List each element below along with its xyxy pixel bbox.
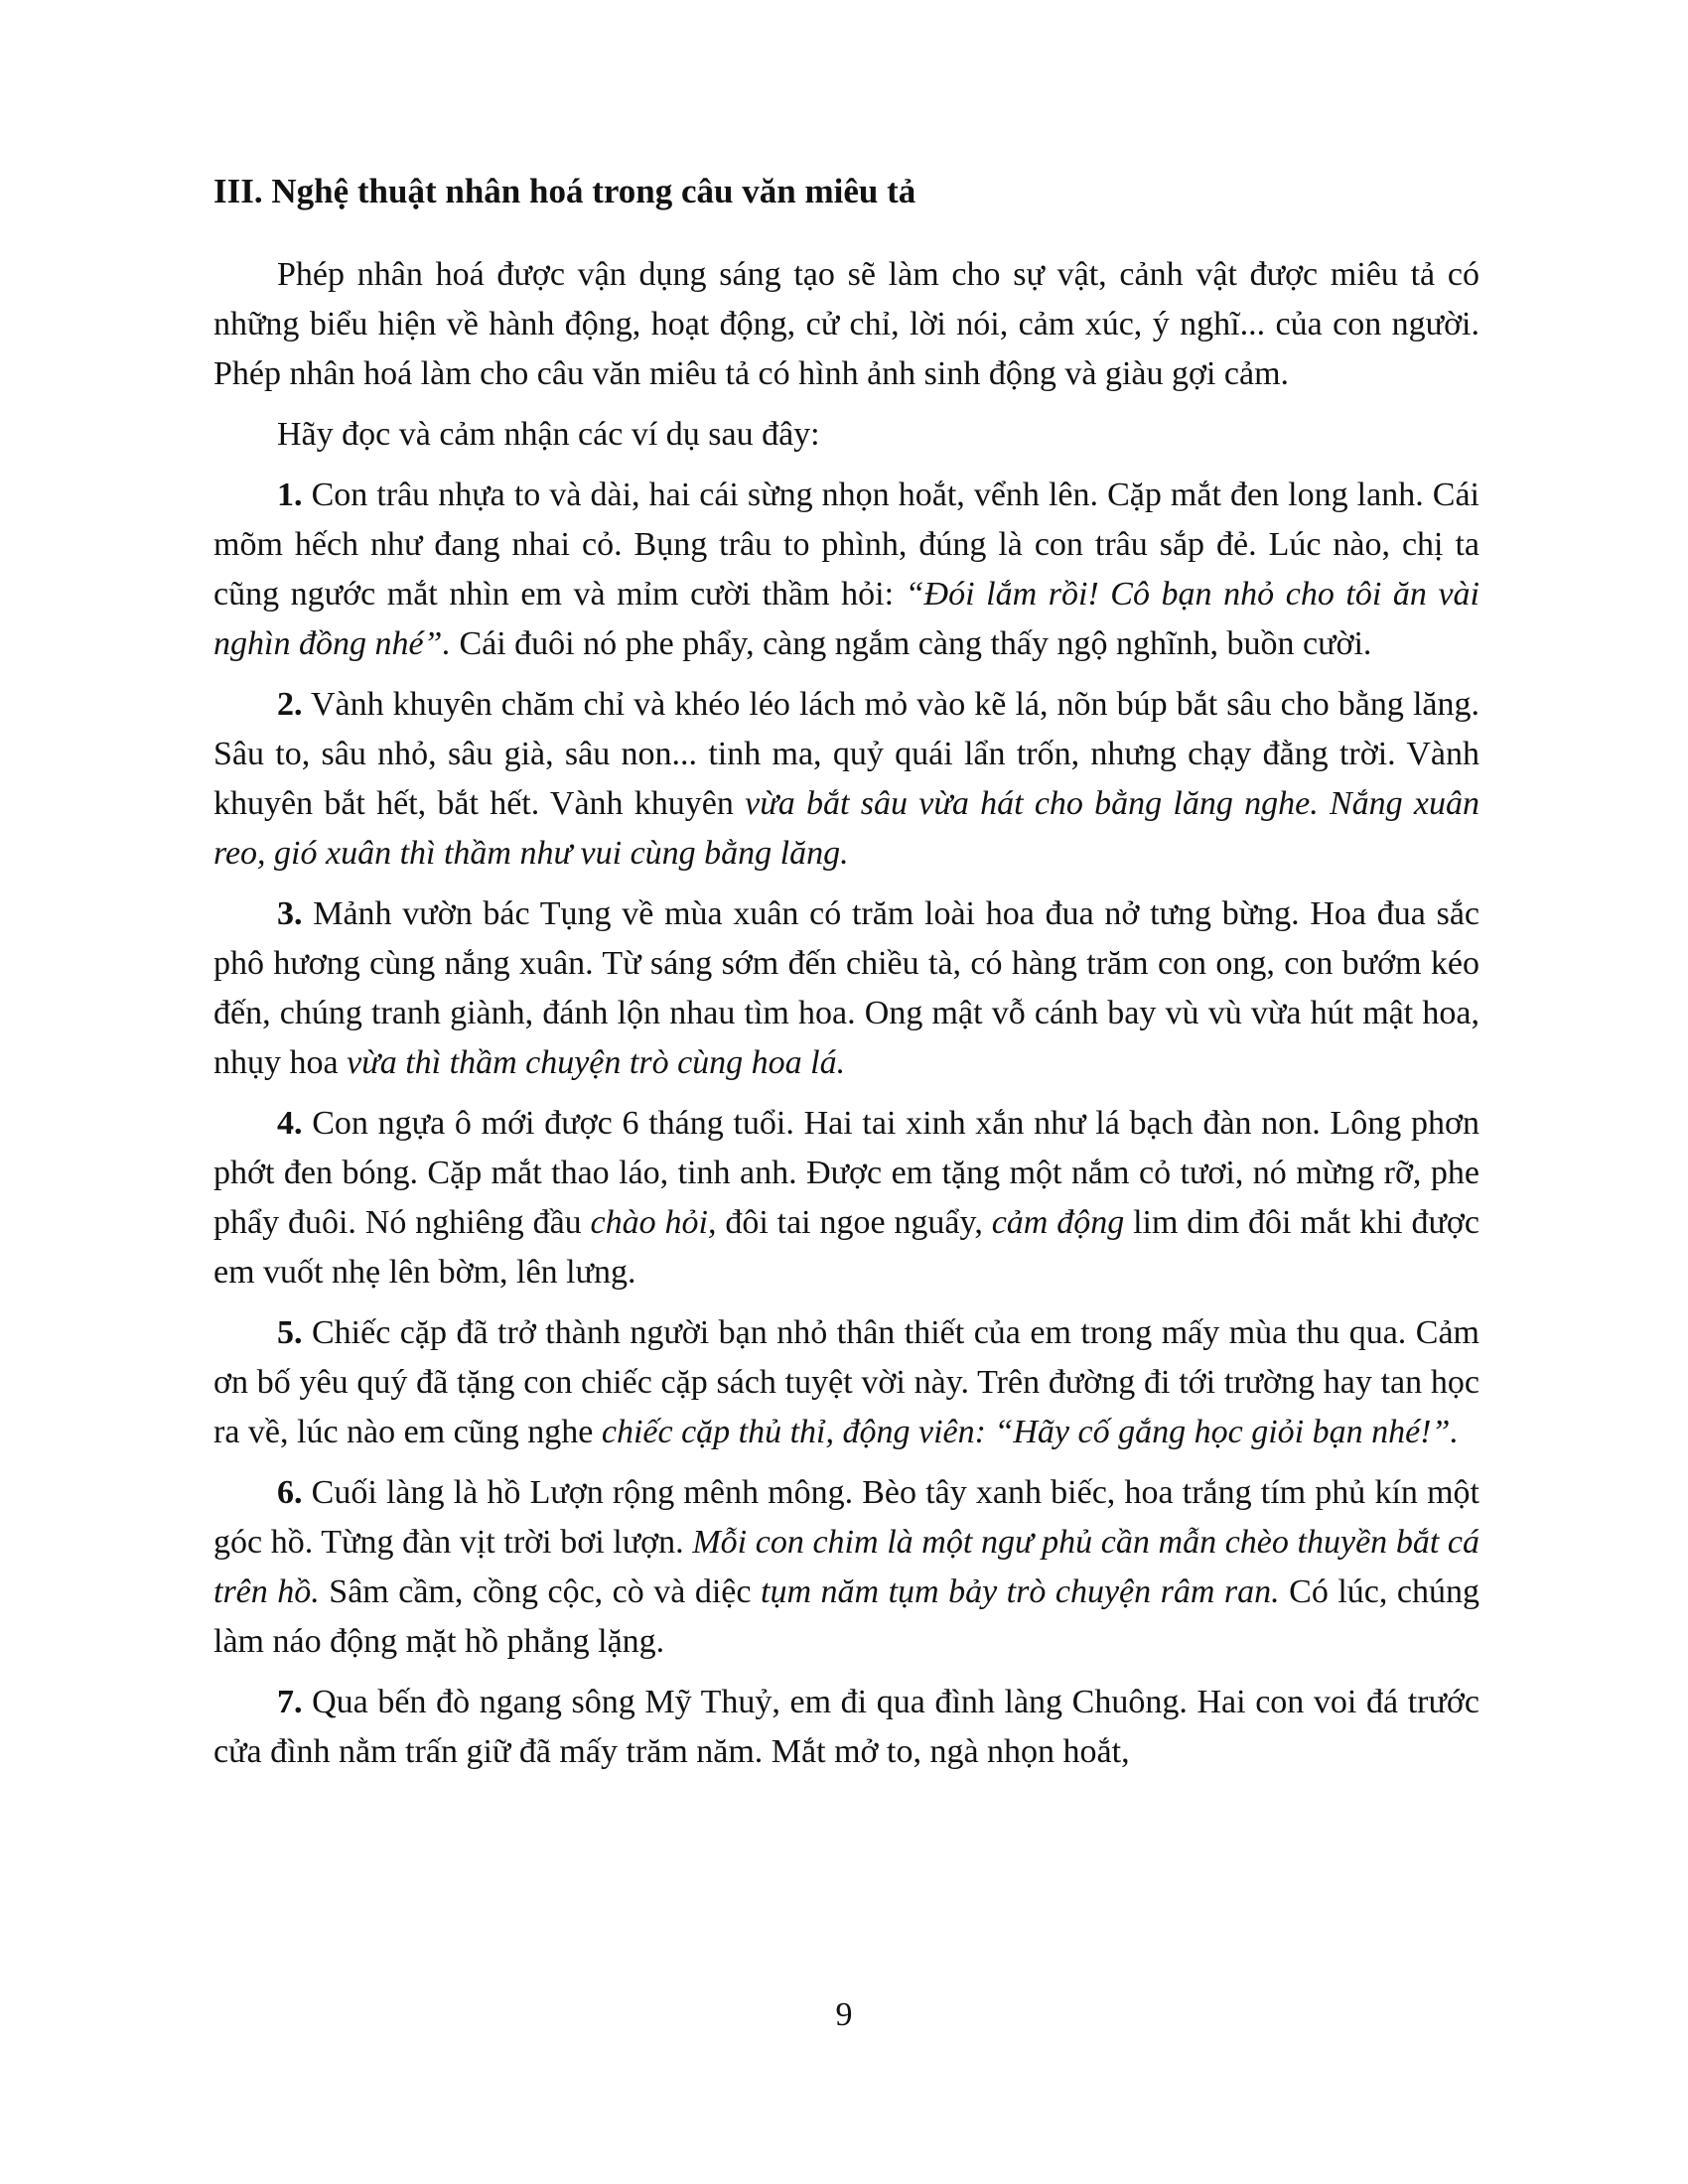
body-text: Có lúc, chúng làm náo động mặt hồ phẳng lặng.: [213, 1573, 1479, 1660]
bold-number: 1.: [277, 477, 303, 513]
italic-text: chiếc cặp thủ thỉ, động viên: “Hãy cố gắng học giỏi bạn nhé!”.: [601, 1414, 1459, 1450]
italic-text: Mỗi con chim là một ngư phủ cần mẫn chèo thuyền bắt cá trên hồ.: [213, 1524, 1479, 1610]
paragraph: [213, 1099, 1479, 1297]
italic-text: vừa bắt sâu vừa hát cho bằng lăng nghe. Nắng xuân reo, gió xuân thì thầm như vui cùng bằng lăng.: [213, 785, 1479, 872]
italic-text: “Đói lắm rồi! Cô bạn nhỏ cho tôi ăn vài nghìn đồng nhé”.: [213, 576, 1479, 662]
paragraph: [213, 680, 1479, 879]
italic-text: chào hỏi,: [590, 1204, 717, 1241]
body-text: Qua bến đò ngang sông Mỹ Thuỷ, em đi qua đình làng Chuông. Hai con voi đá trước cửa đình nằm trấn giữ đã mấy trăm năm. Mắt mở to, ngà nhọn hoắt,: [213, 1684, 1479, 1770]
body-text: Con ngựa ô mới được 6 tháng tuổi. Hai tai xinh xắn như lá bạch đàn non. Lông phơn phớt đen bóng. Cặp mắt thao láo, tinh anh. Được em tặng một nắm cỏ tươi, nó mừng rỡ, phe phẩy đuôi. Nó nghiêng đầu: [213, 1105, 1479, 1241]
body-text: đôi tai ngoe nguẩy,: [716, 1204, 992, 1241]
paragraph: [213, 1308, 1479, 1457]
italic-text: tụm năm tụm bảy trò chuyện râm ran.: [761, 1573, 1280, 1610]
body-text: Sâm cầm, cồng cộc, cò và diệc: [319, 1573, 761, 1610]
bold-number: 3.: [277, 895, 303, 932]
bold-number: 4.: [277, 1105, 303, 1142]
body-text: Cuối làng là hồ Lượn rộng mênh mông. Bèo tây xanh biếc, hoa trắng tím phủ kín một góc hồ. Từng đàn vịt trời bơi lượn.: [213, 1474, 1479, 1561]
body-text: Con trâu nhựa to và dài, hai cái sừng nhọn hoắt, vểnh lên. Cặp mắt đen long lanh. Cái mõm hếch như đang nhai cỏ. Bụng trâu to phình, đúng là con trâu sắp đẻ. Lúc nào, chị ta cũng ngước mắt nhìn em và mỉm cười thầm hỏi:: [213, 477, 1479, 613]
body-text: Vành khuyên chăm chỉ và khéo léo lách mỏ vào kẽ lá, nõn búp bắt sâu cho bằng lăng. Sâu to, sâu nhỏ, sâu già, sâu non... tinh ma, quỷ quái lẩn trốn, nhưng chạy đằng trời. Vành khuyên bắt hết, bắt hết. Vành khuyên: [213, 686, 1479, 822]
bold-number: 5.: [277, 1314, 303, 1351]
paragraph: [213, 410, 1479, 460]
section-heading: III. Nghệ thuật nhân hoá trong câu văn miêu tả: [213, 172, 916, 210]
body-text: lim dim đôi mắt khi được em vuốt nhẹ lên bờm, lên lưng.: [213, 1204, 1479, 1291]
page-number: 9: [835, 1996, 853, 2033]
paragraph: [213, 471, 1479, 669]
paragraph: [213, 1678, 1479, 1777]
body-text: Mảnh vườn bác Tụng về mùa xuân có trăm loài hoa đua nở tưng bừng. Hoa đua sắc phô hương cùng nắng xuân. Từ sáng sớm đến chiều tà, có hàng trăm con ong, con bướm kéo đến, chúng tranh giành, đánh lộn nhau tìm hoa. Ong mật vỗ cánh bay vù vù vừa hút mật hoa, nhụy hoa: [213, 895, 1479, 1081]
body-text: Cái đuôi nó phe phẩy, càng ngắm càng thấy ngộ nghĩnh, buồn cười.: [450, 625, 1372, 662]
body-text: Hãy đọc và cảm nhận các ví dụ sau đây:: [277, 416, 820, 453]
bold-number: 6.: [277, 1474, 303, 1511]
paragraph: [213, 250, 1479, 399]
body-text: Chiếc cặp đã trở thành người bạn nhỏ thân thiết của em trong mấy mùa thu qua. Cảm ơn bố yêu quý đã tặng con chiếc cặp sách tuyệt vời này. Trên đường đi tới trường hay tan học ra về, lúc nào em cũng nghe: [213, 1314, 1479, 1450]
paragraph: [213, 889, 1479, 1088]
bold-number: 2.: [277, 686, 303, 723]
italic-text: vừa thì thầm chuyện trò cùng hoa lá.: [347, 1044, 846, 1081]
bold-number: 7.: [277, 1684, 303, 1720]
italic-text: cảm động: [991, 1204, 1125, 1241]
paragraph: [213, 1468, 1479, 1667]
body-text: Phép nhân hoá được vận dụng sáng tạo sẽ làm cho sự vật, cảnh vật được miêu tả có những biểu hiện về hành động, hoạt động, cử chỉ, lời nói, cảm xúc, ý nghĩ... của con người. Phép nhân hoá làm cho câu văn miêu tả có hình ảnh sinh động và giàu gợi cảm.: [213, 256, 1479, 392]
paragraphs: [213, 250, 1479, 1777]
page-content: [213, 167, 1479, 1788]
